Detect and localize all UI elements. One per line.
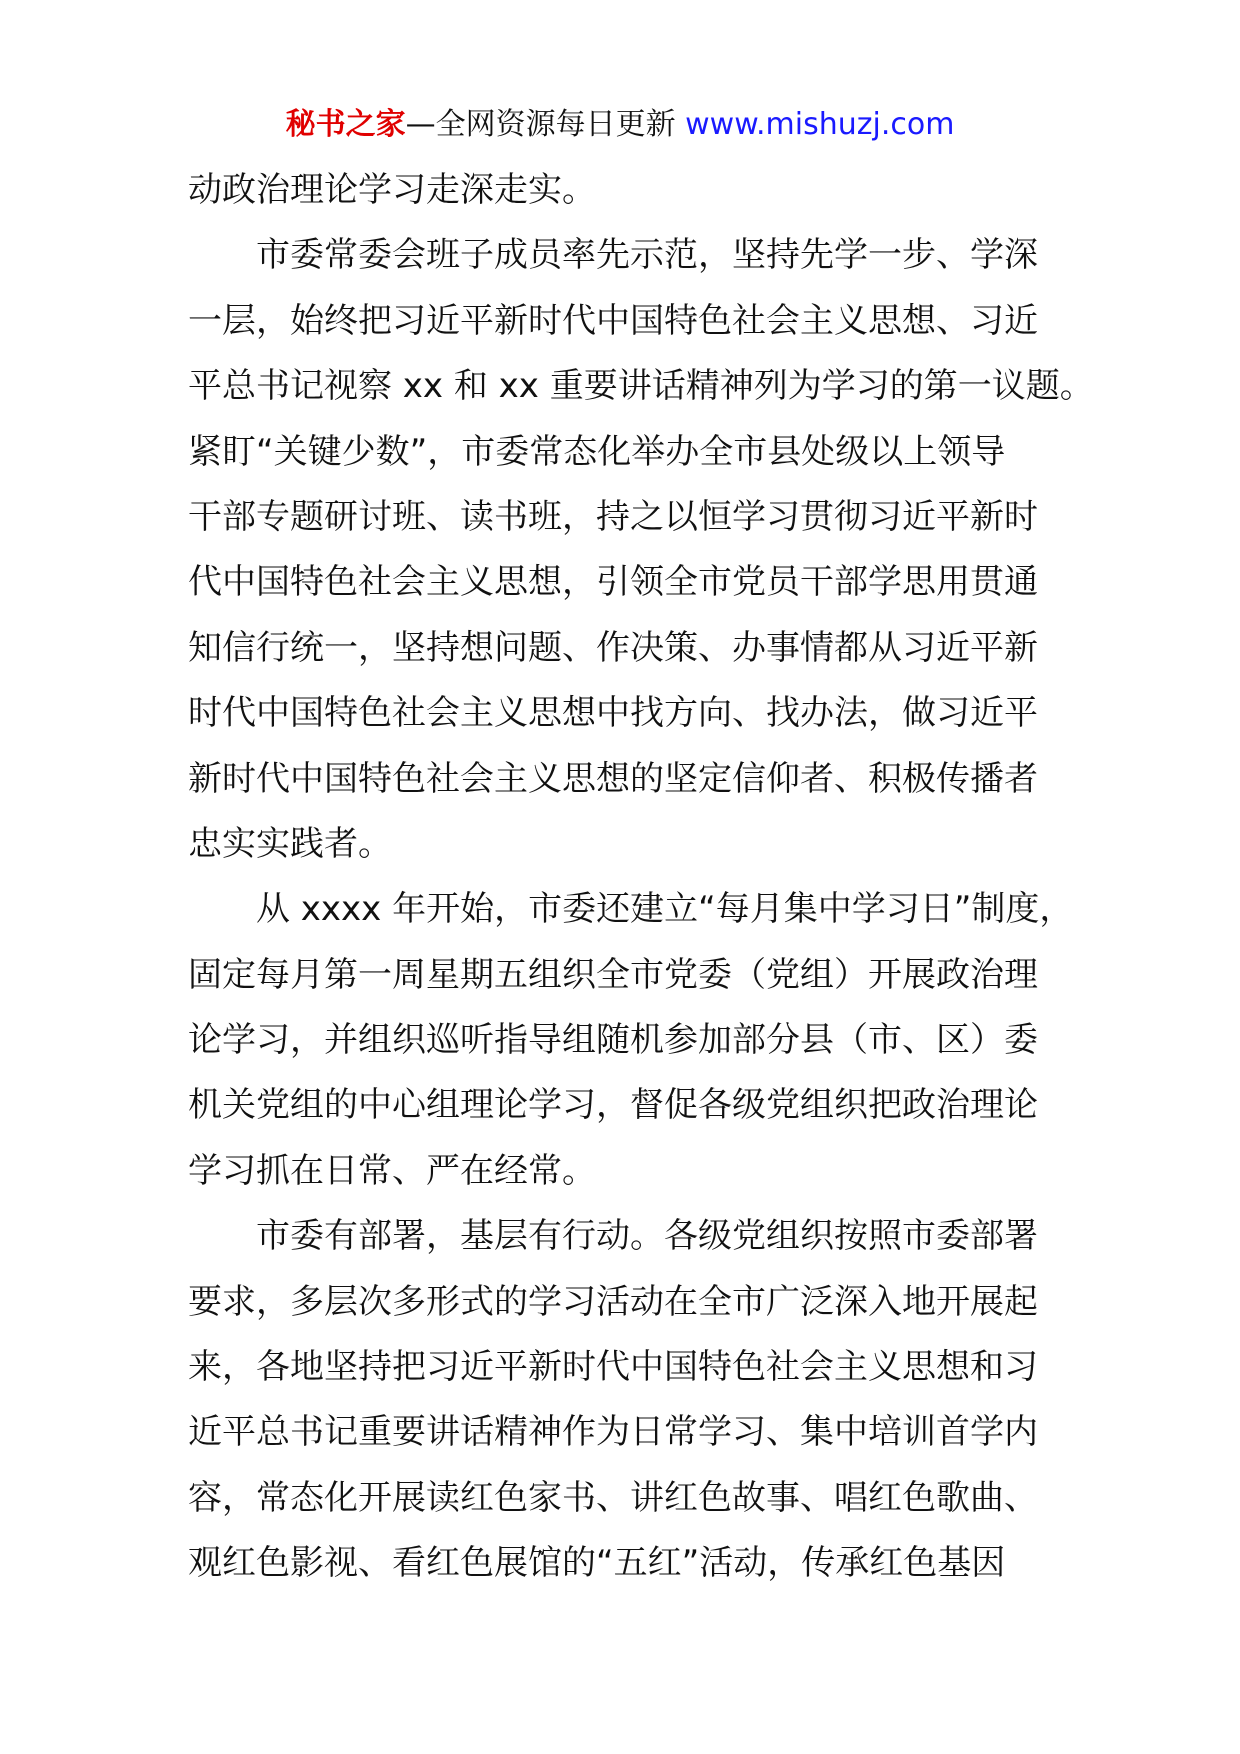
document-body <box>188 158 1094 1597</box>
text-line: 从 xxxx 年开始，市委还建立“每月集中学习日”制度， <box>256 889 1074 930</box>
text-line: 近平总书记重要讲话精神作为日常学习、集中培训首学内 <box>188 1412 1038 1453</box>
text-line: 论学习，并组织巡听指导组随机参加部分县（市、区）委 <box>188 1020 1038 1061</box>
text-line: 观红色影视、看红色展馆的“五红”活动，传承红色基因 <box>188 1543 1006 1584</box>
text-line: 干部专题研讨班、读书班，持之以恒学习贯彻习近平新时 <box>188 496 1038 537</box>
site-url-link[interactable]: www.mishuzj.com <box>685 107 955 142</box>
text-line: 代中国特色社会主义思想，引领全市党员干部学思用贯通 <box>188 562 1038 603</box>
text-line: 知信行统一，坚持想问题、作决策、办事情都从习近平新 <box>188 627 1038 668</box>
site-header <box>0 100 1240 150</box>
text-line: 机关党组的中心组理论学习，督促各级党组织把政治理论 <box>188 1085 1038 1126</box>
text-line: 时代中国特色社会主义思想中找方向、找办法，做习近平 <box>188 693 1038 734</box>
text-line: 动政治理论学习走深走实。 <box>188 170 596 210</box>
text-line: 新时代中国特色社会主义思想的坚定信仰者、积极传播者 <box>188 758 1038 799</box>
text-line: 市委常委会班子成员率先示范，坚持先学一步、学深 <box>256 235 1038 276</box>
text-line: 来，各地坚持把习近平新时代中国特色社会主义思想和习 <box>188 1347 1038 1388</box>
text-line: 要求，多层次多形式的学习活动在全市广泛深入地开展起 <box>188 1281 1038 1322</box>
header-slogan: —全网资源每日更新 <box>405 107 686 142</box>
brand-name: 秘书之家 <box>285 107 406 142</box>
text-line: 紧盯“关键少数”，市委常态化举办全市县处级以上领导 <box>188 431 1006 472</box>
text-line: 学习抓在日常、严在经常。 <box>188 1150 596 1191</box>
text-line: 容，常态化开展读红色家书、讲红色故事、唱红色歌曲、 <box>188 1477 1038 1518</box>
text-line: 一层，始终把习近平新时代中国特色社会主义思想、习近 <box>188 300 1038 341</box>
text-line: 市委有部署，基层有行动。各级党组织按照市委部署 <box>256 1216 1038 1257</box>
text-line: 平总书记视察 xx 和 xx 重要讲话精神列为学习的第一议题。 <box>188 366 1094 407</box>
text-line: 固定每月第一周星期五组织全市党委（党组）开展政治理 <box>188 954 1038 995</box>
text-line: 忠实实践者。 <box>188 823 392 864</box>
